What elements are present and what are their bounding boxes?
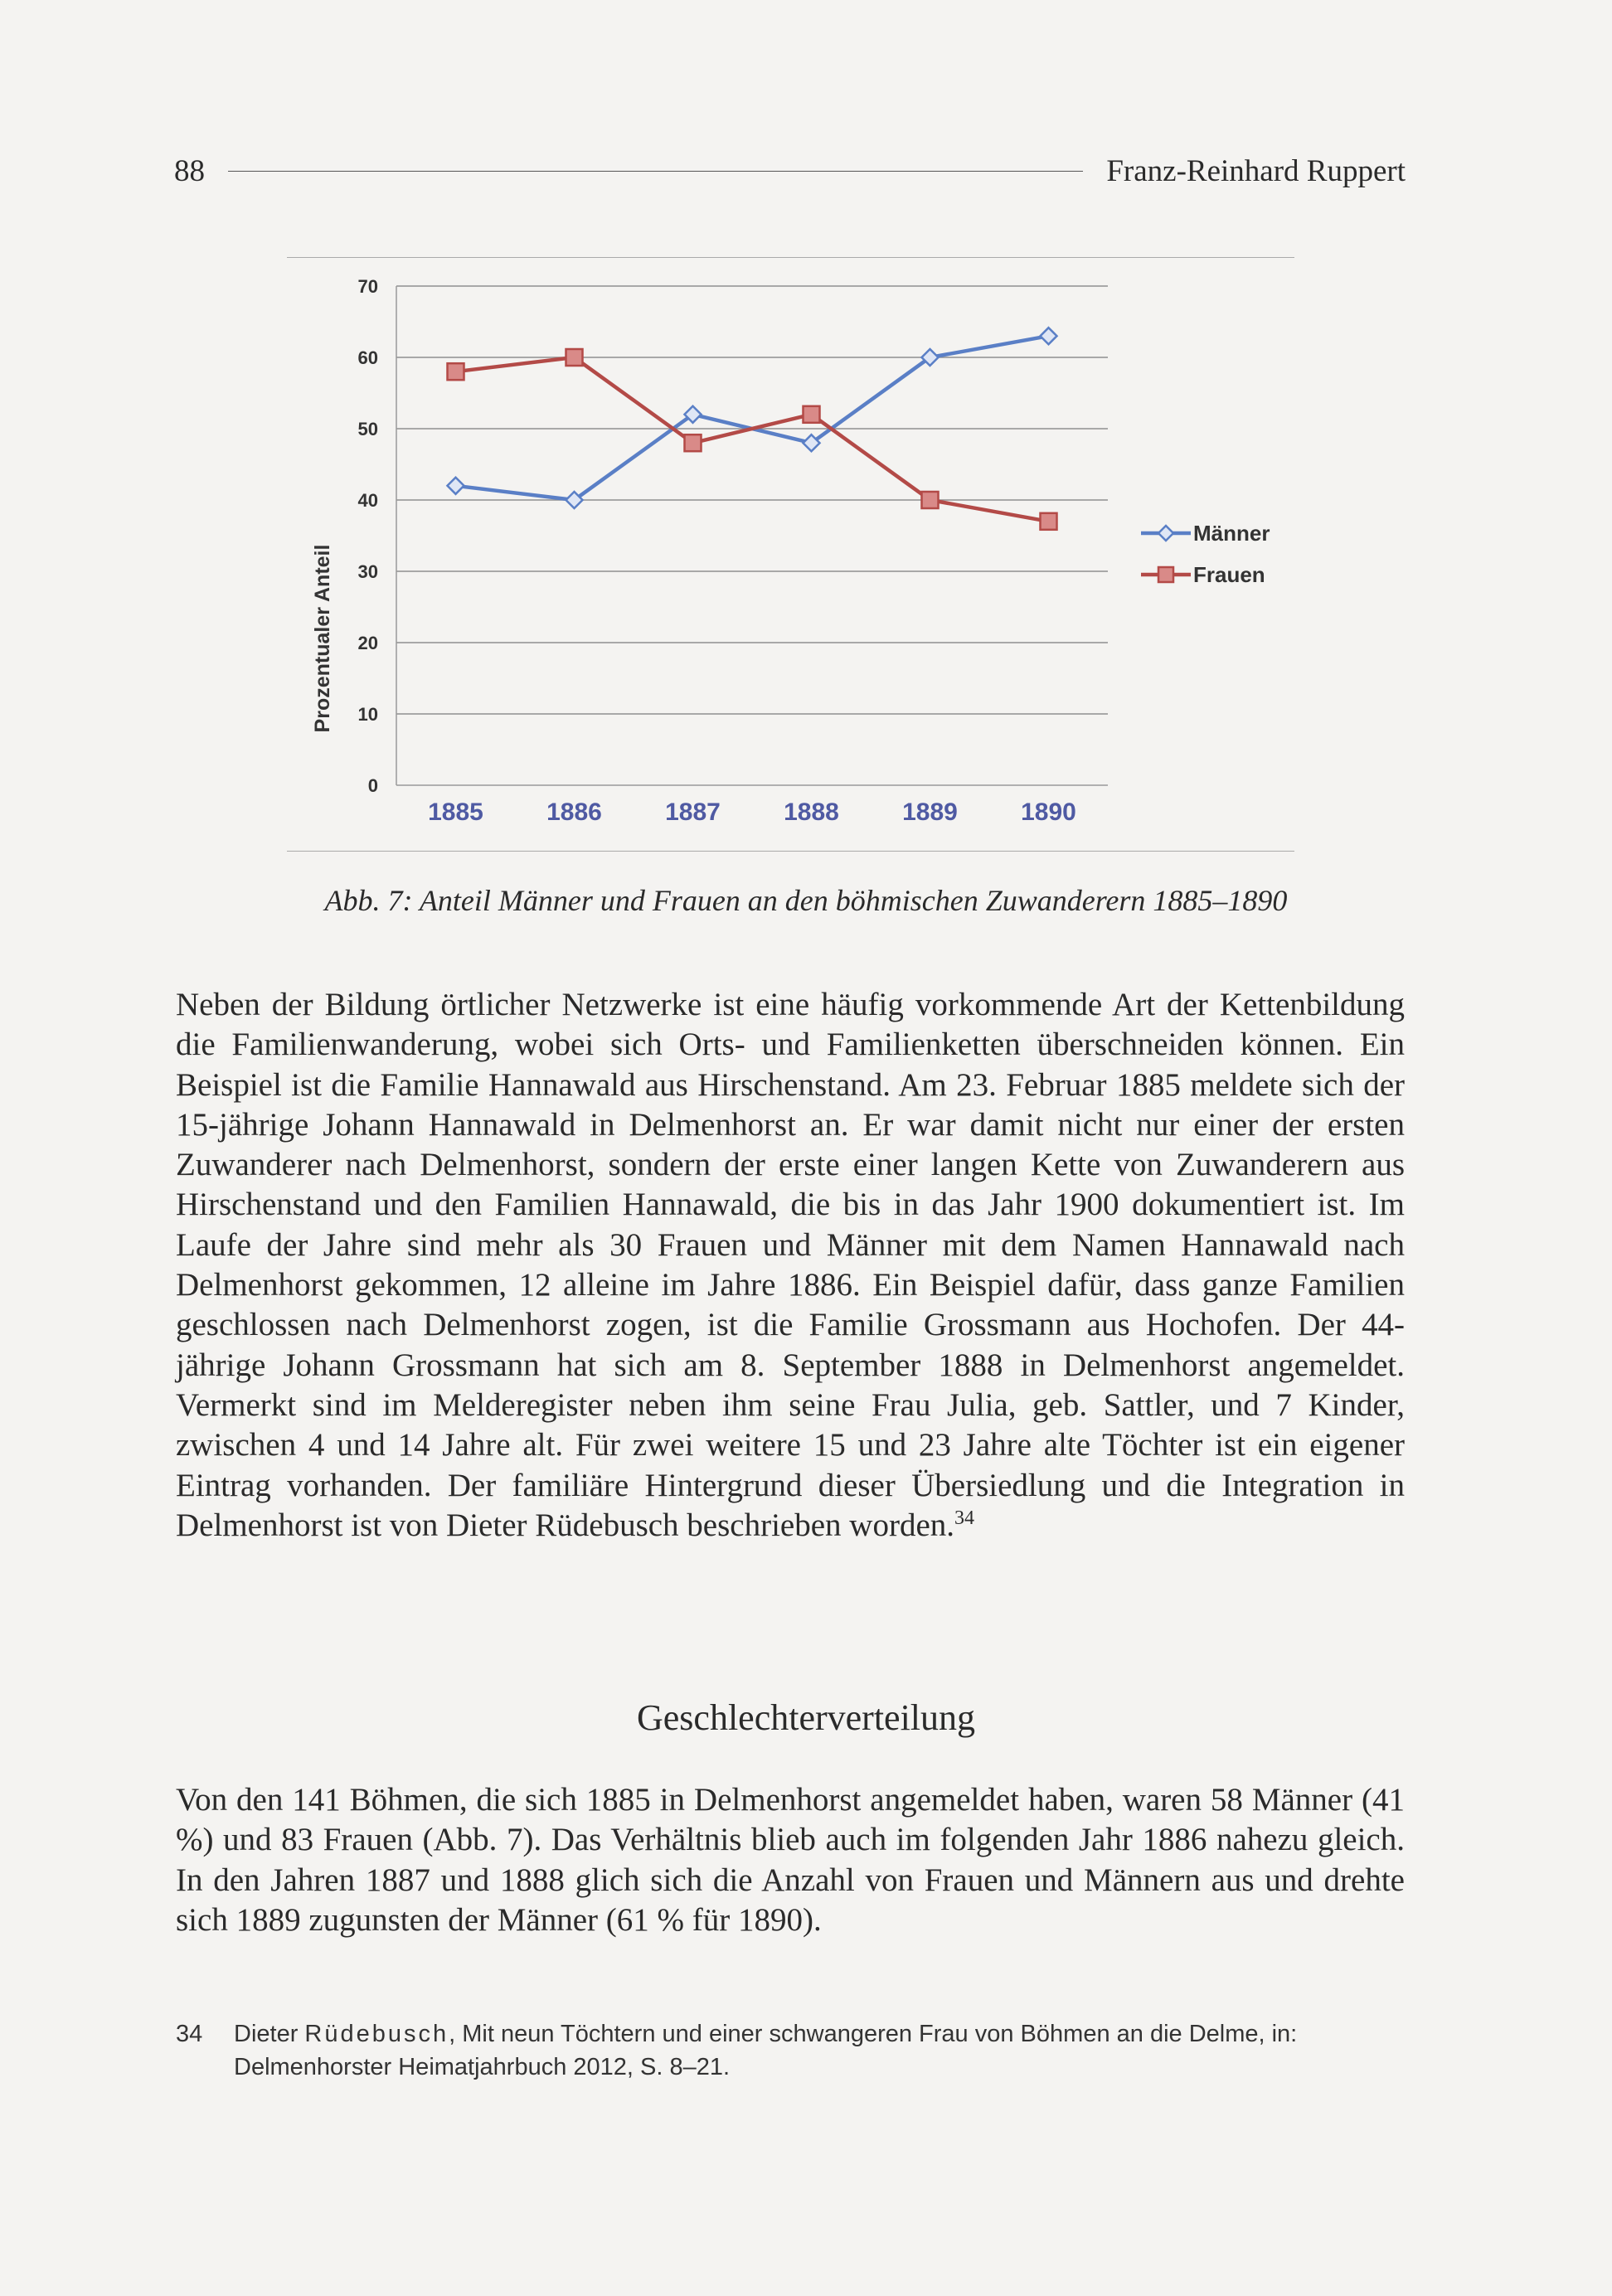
chart-gridlines [396, 286, 1108, 785]
data-point [804, 406, 820, 423]
header-rule [228, 171, 1083, 172]
y-axis-label: Prozentualer Anteil [311, 544, 334, 733]
running-head-author: Franz-Reinhard Ruppert [1106, 153, 1406, 188]
legend-marker [1158, 526, 1173, 541]
line-chart [287, 257, 1294, 850]
figure-caption: Abb. 7: Anteil Männer und Frauen an den böhmischen Zuwanderern 1885–1890 [324, 884, 1288, 917]
x-tick-label: 1889 [902, 799, 958, 826]
footnote-reference: 34 [954, 1507, 975, 1529]
y-tick-label: 60 [357, 347, 378, 368]
data-point [566, 349, 583, 366]
legend-label: Frauen [1193, 562, 1265, 587]
data-point [448, 363, 464, 380]
data-point [685, 434, 702, 451]
footnote-text [234, 2017, 1405, 2084]
footnote-number: 34 [176, 2021, 203, 2047]
y-tick-label: 30 [357, 561, 378, 582]
footnote-author-last: Rüdebusch [304, 2021, 449, 2047]
legend-label: Männer [1193, 521, 1270, 546]
page-number: 88 [174, 153, 205, 188]
chart-legend [1141, 521, 1270, 587]
y-tick-label: 50 [357, 419, 378, 439]
x-tick-label: 1887 [665, 799, 721, 826]
x-tick-labels [428, 799, 1076, 826]
paragraph-text: Neben der Bildung örtlicher Netzwerke ist eine häufig vorkommende Art der Kettenbildung die Familienwanderung, wobei sich Orts- und Familienketten überschneiden können. Ein Beispiel ist die Familie Hannawald aus Hirschenstand. Am 23. Februar 1885 meldete sich der 15-jährige Johann Hannawald in Delmenhorst an. Er war damit nicht nur einer der ersten Zuwanderer nach Delmenhorst, sondern der erste einer langen Kette von Zuwanderern aus Hirschenstand und den Familien Hannawald, die bis in das Jahr 1900 dokumentiert ist. Im Laufe der Jahre sind mehr als 30 Frauen und Männer mit dem Namen Hannawald nach Delmenhorst gekommen, 12 alleine im Jahre 1886. Ein Beispiel dafür, dass ganze Familien geschlossen nach Delmenhorst zogen, ist die Familie Grossmann aus Hochofen. Der 44-jährige Johann Grossmann hat sich am 8. September 1888 in Delmenhorst angemeldet. Vermerkt sind im Melderegister neben ihm seine Frau Julia, geb. Sattler, und 7 Kinder, zwischen 4 und 14 Jahre alt. Für zwei weitere 15 und 23 Jahre alte Töchter ist ein eigener Eintrag vorhanden. Der familiäre Hintergrund dieser Übersiedlung und die Integration in Delmenhorst ist von Dieter Rüdebusch beschrieben worden. [176, 987, 1405, 1543]
series-square [448, 349, 1057, 530]
data-point [1041, 513, 1057, 530]
y-tick-label: 70 [357, 276, 378, 297]
data-point [448, 478, 464, 494]
x-tick-label: 1888 [784, 799, 839, 826]
y-tick-label: 0 [367, 775, 378, 796]
footnote [176, 2017, 1405, 2084]
body-paragraph-1 [176, 985, 1405, 1546]
section-heading: Geschlechterverteilung [636, 1697, 976, 1738]
y-tick-label: 40 [357, 490, 378, 511]
x-tick-label: 1890 [1021, 799, 1076, 826]
footnote-author-first: Dieter [234, 2021, 299, 2047]
running-head [174, 148, 1406, 194]
data-point [1041, 328, 1057, 344]
legend-item [1141, 562, 1265, 587]
body-paragraph-2: Von den 141 Böhmen, die sich 1885 in Delmenhorst angemeldet haben, waren 58 Männer (41 %) und 83 Frauen (Abb. 7). Das Verhältnis blieb auch im folgenden Jahr 1886 nahezu gleich. In den Jahren 1887 und 1888 glich sich die Anzahl von Frauen und Männern aus und drehte sich 1889 zugunsten der Männer (61 % für 1890). [176, 1782, 1405, 1938]
data-point [922, 492, 939, 508]
series-diamond [448, 328, 1057, 508]
y-tick-label: 10 [357, 704, 378, 725]
y-tick-label: 20 [357, 633, 378, 653]
legend-item [1141, 521, 1270, 546]
x-tick-label: 1886 [546, 799, 602, 826]
footnote-citation: , Mit neun Töchtern und einer schwangeren Frau von Böhmen an die Delme, in: Delmenhorster Heimatjahrbuch 2012, S. 8–21. [234, 2021, 1298, 2080]
legend-marker [1158, 567, 1173, 582]
x-tick-label: 1885 [428, 799, 483, 826]
y-tick-labels [358, 276, 378, 796]
